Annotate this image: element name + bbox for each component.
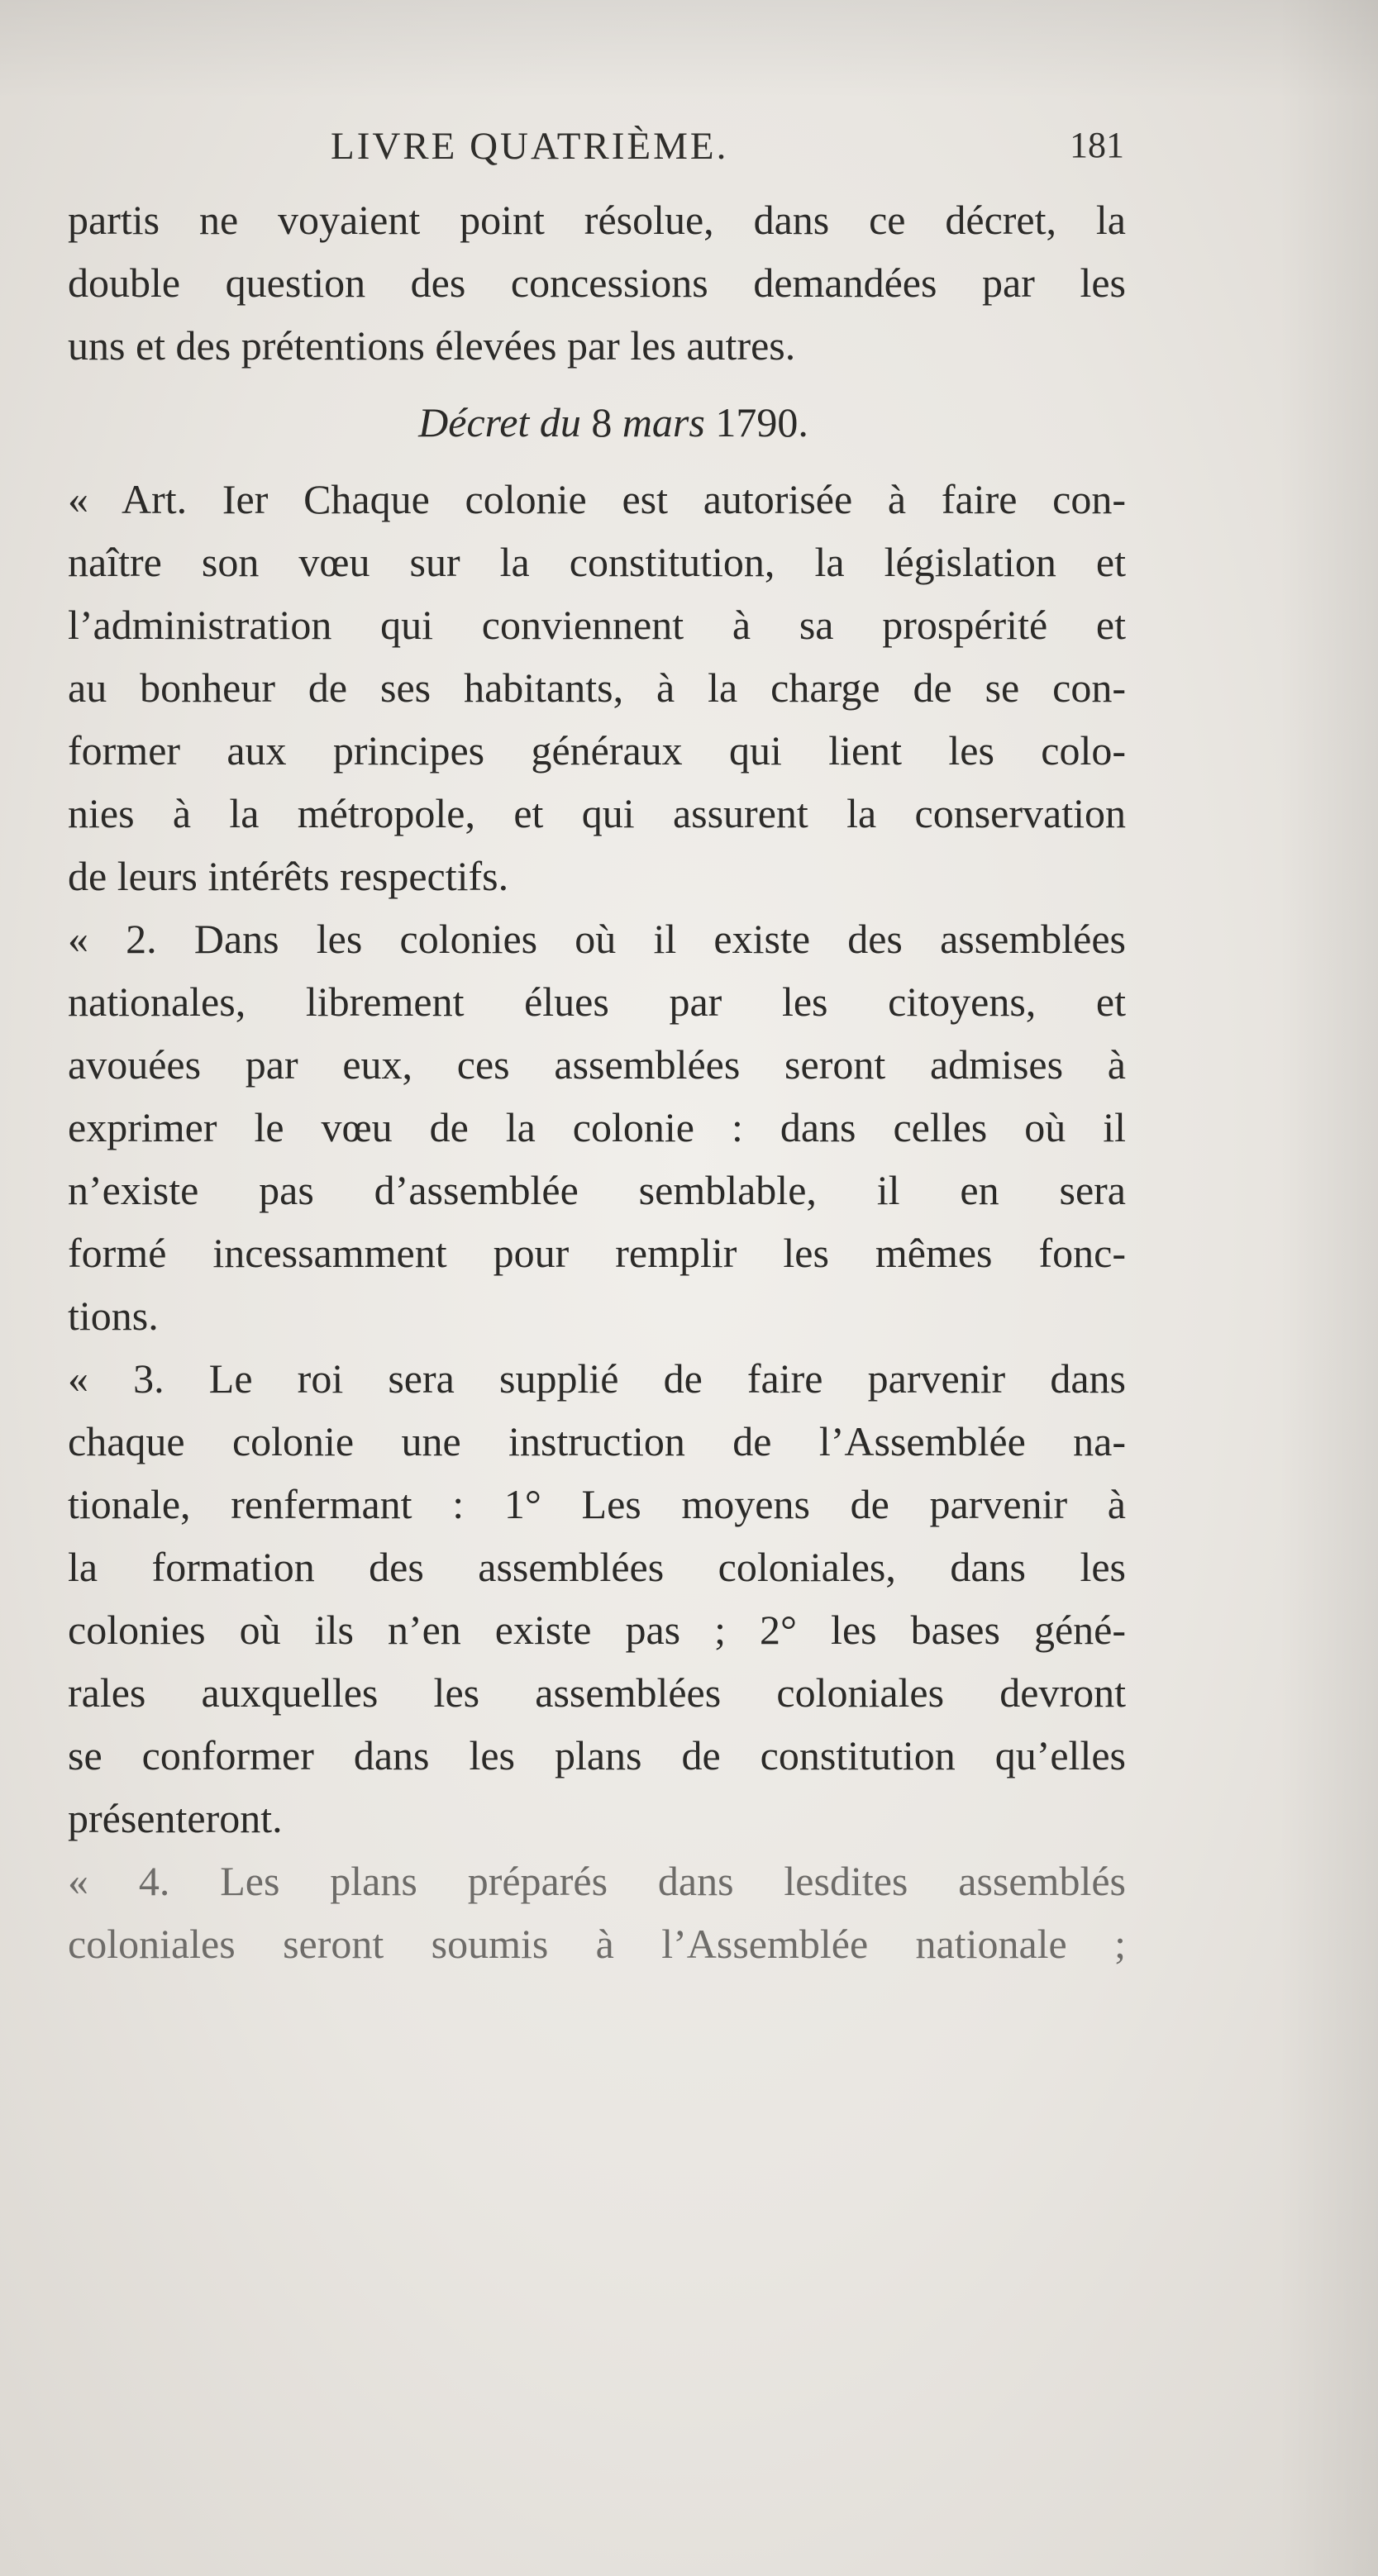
text-line: tionale, renfermant : 1° Les moyens de parvenir à — [68, 1481, 1126, 1527]
page-body — [68, 188, 1126, 1975]
text-line: la formation des assemblées coloniales, dans les — [68, 1544, 1126, 1590]
page-header — [331, 124, 1124, 174]
text-line: colonies où ils n’en existe pas ; 2° les bases géné- — [68, 1607, 1126, 1653]
text-line: nationales, librement élues par les citoyens, et — [68, 978, 1126, 1025]
text-line: naître son vœu sur la constitution, la législation et — [68, 539, 1126, 585]
running-title: LIVRE QUATRIÈME. — [331, 125, 729, 168]
text-line: « 4. Les plans préparés dans lesdites assemblés — [68, 1858, 1126, 1904]
page-number: 181 — [1070, 125, 1124, 165]
text-line: tions. — [68, 1293, 159, 1339]
text-line: nies à la métropole, et qui assurent la conservation — [68, 790, 1126, 836]
decree-heading-day: 8 — [591, 399, 613, 445]
text-line: présenteront. — [68, 1795, 283, 1841]
page-top-shadow — [0, 0, 1378, 99]
text-line: « Art. Ier Chaque colonie est autorisée à faire con- — [68, 476, 1126, 522]
text-line: chaque colonie une instruction de l’Assemblée na- — [68, 1418, 1126, 1464]
text-line: double question des concessions demandées par les — [68, 260, 1126, 306]
page-spine-shadow — [1279, 0, 1378, 2576]
text-line: avouées par eux, ces assemblées seront admises à — [68, 1041, 1126, 1088]
decree-heading — [68, 377, 1126, 468]
text-line: former aux principes généraux qui lient les colo- — [68, 727, 1126, 774]
text-line: partis ne voyaient point résolue, dans ce décret, la — [68, 197, 1126, 243]
text-line: se conformer dans les plans de constitution qu’elles — [68, 1732, 1126, 1778]
decree-heading-year: 1790. — [715, 399, 808, 445]
text-line: formé incessamment pour remplir les mêmes fonc- — [68, 1230, 1126, 1276]
text-line: de leurs intérêts respectifs. — [68, 853, 509, 899]
decree-heading-month: mars — [622, 399, 705, 445]
text-line: uns et des prétentions élevées par les autres. — [68, 322, 796, 369]
text-line: coloniales seront soumis à l’Assemblée nationale ; — [68, 1921, 1126, 1967]
text-line: au bonheur de ses habitants, à la charge de se con- — [68, 664, 1126, 711]
text-line: rales auxquelles les assemblées coloniales devront — [68, 1669, 1126, 1716]
text-line: « 3. Le roi sera supplié de faire parvenir dans — [68, 1355, 1126, 1402]
text-line: « 2. Dans les colonies où il existe des assemblées — [68, 916, 1126, 962]
text-line: l’administration qui conviennent à sa prospérité et — [68, 602, 1126, 648]
text-line: n’existe pas d’assemblée semblable, il en sera — [68, 1167, 1126, 1213]
decree-heading-prefix: Décret du — [418, 399, 581, 445]
text-line: exprimer le vœu de la colonie : dans celles où il — [68, 1104, 1126, 1150]
